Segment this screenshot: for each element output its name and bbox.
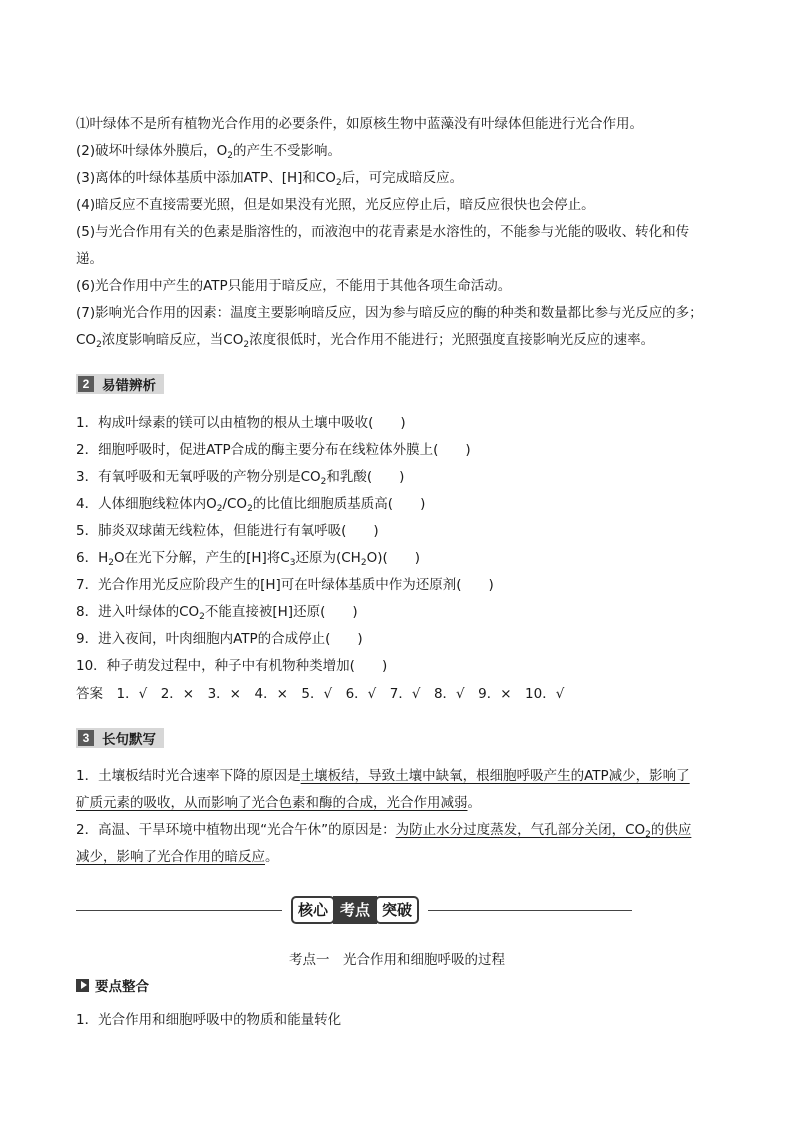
subscript: 2 (645, 830, 651, 839)
section-2-header (76, 374, 164, 394)
point-6: (6)光合作用中产生的ATP只能用于暗反应，不能用于其他各项生命活动。 (76, 278, 512, 294)
text: 的供应 (650, 822, 692, 838)
section-title: 易错辨析 (102, 378, 156, 394)
prompt-text: 2．高温、干旱环境中植物出现“光合午休”的原因是： (76, 822, 396, 838)
section-3-header (76, 728, 164, 748)
text: 3．有氧呼吸和无氧呼吸的产物分别是CO (76, 469, 321, 485)
question-8 (76, 603, 726, 621)
answer-text (396, 822, 692, 838)
question-6 (76, 549, 726, 567)
text: 。 (467, 795, 481, 811)
long-answer-1-line-2 (76, 794, 726, 812)
text: 浓度很低时，光合作用不能进行；光照强度直接影响光反应的速率。 (249, 332, 655, 348)
text: 。 (265, 849, 279, 865)
text: 浓度影响暗反应，当CO (101, 332, 244, 348)
question-9: 9．进入夜间，叶肉细胞内ATP的合成停止( ) (76, 631, 363, 647)
text: /CO (222, 496, 248, 512)
point-2 (76, 142, 726, 160)
banner-right: 突破 (375, 896, 419, 924)
subscript: 3 (289, 558, 296, 567)
subheading-1: 1．光合作用和细胞呼吸中的物质和能量转化 (76, 1012, 342, 1028)
play-triangle-icon (76, 979, 89, 992)
answer-text: 减少，影响了光合作用的暗反应 (76, 849, 265, 865)
subscript: 2 (216, 504, 223, 513)
text: 4．人体细胞线粒体内O (76, 496, 217, 512)
point-4: (4)暗反应不直接需要光照，但是如果没有光照，光反应停止后，暗反应很快也会停止。 (76, 197, 595, 213)
subscript: 2 (96, 340, 102, 349)
subscript: 2 (108, 558, 114, 567)
question-5: 5．肺炎双球菌无线粒体，但能进行有氧呼吸( ) (76, 523, 379, 539)
answer-text: 矿质元素的吸收，从而影响了光合色素和酶的合成，光合作用减弱 (76, 795, 468, 811)
text: (2)破坏叶绿体外膜后，O (76, 143, 228, 159)
subscript: 2 (243, 340, 250, 349)
text: 的比值比细胞质基质高( ) (252, 496, 426, 512)
section-title: 长句默写 (102, 732, 156, 748)
point-3 (76, 169, 726, 187)
keypoints-title: 要点整合 (95, 979, 149, 995)
question-3 (76, 468, 726, 486)
banner-rule-right (428, 910, 632, 911)
text: O)( ) (366, 550, 420, 566)
text: 8．进入叶绿体的CO (76, 604, 200, 620)
text: 不能直接被[H]还原( ) (204, 604, 358, 620)
question-10: 10．种子萌发过程中，种子中有机物种类增加( ) (76, 658, 388, 674)
long-answer-2-line-2 (76, 848, 726, 866)
text: 后，可完成暗反应。 (341, 170, 464, 186)
point-5-line-2: 递。 (76, 251, 103, 267)
text: 6．H (76, 550, 109, 566)
text: O在光下分解，产生的[H]将C (113, 550, 290, 566)
long-answer-2-line-1 (76, 821, 726, 839)
answer-key: 答案 1．√ 2．× 3．× 4．× 5．√ 6．√ 7．√ 8．√ 9．× 10．√ (76, 686, 565, 702)
subscript: 2 (199, 612, 205, 621)
text: (3)离体的叶绿体基质中添加ATP、[H]和CO (76, 170, 336, 186)
answer-text: 土壤板结，导致土壤中缺氧，根细胞呼吸产生的ATP减少，影响了 (300, 768, 690, 784)
text: 还原为(CH (295, 550, 361, 566)
section-number: 2 (78, 376, 94, 392)
point-7-line-2 (76, 331, 726, 349)
core-banner (282, 897, 428, 923)
point-1: ⑴叶绿体不是所有植物光合作用的必要条件，如原核生物中蓝藻没有叶绿体但能进行光合作用。 (76, 116, 643, 132)
subscript: 2 (247, 504, 253, 513)
point-7-line-1: (7)影响光合作用的因素：温度主要影响暗反应，因为参与暗反应的酶的种类和数量都比参与光反应的多； (76, 305, 703, 321)
topic-title: 考点一 光合作用和细胞呼吸的过程 (289, 952, 505, 968)
banner-left: 核心 (291, 896, 335, 924)
question-4 (76, 495, 726, 513)
text: 为防止水分过度蒸发，气孔部分关闭，CO (395, 822, 646, 838)
text: CO (76, 332, 97, 348)
subscript: 2 (320, 477, 327, 486)
keypoints-header (76, 975, 149, 995)
text: 的产生不受影响。 (232, 143, 341, 159)
point-5-line-1: (5)与光合作用有关的色素是脂溶性的，而液泡中的花青素是水溶性的，不能参与光能的吸收、转化和传 (76, 224, 690, 240)
question-2: 2．细胞呼吸时，促进ATP合成的酶主要分布在线粒体外膜上( ) (76, 442, 471, 458)
subscript: 2 (360, 558, 367, 567)
prompt-text: 1．土壤板结时光合速率下降的原因是 (76, 768, 301, 784)
section-number: 3 (78, 730, 94, 746)
subscript: 2 (227, 151, 233, 160)
long-answer-1-line-1 (76, 767, 726, 785)
banner-rule-left (76, 910, 282, 911)
question-7: 7．光合作用光反应阶段产生的[H]可在叶绿体基质中作为还原剂( ) (76, 577, 494, 593)
subscript: 2 (335, 178, 342, 187)
question-1: 1．构成叶绿素的镁可以由植物的根从土壤中吸收( ) (76, 415, 406, 431)
text: 和乳酸( ) (326, 469, 405, 485)
banner-mid: 考点 (333, 896, 377, 924)
